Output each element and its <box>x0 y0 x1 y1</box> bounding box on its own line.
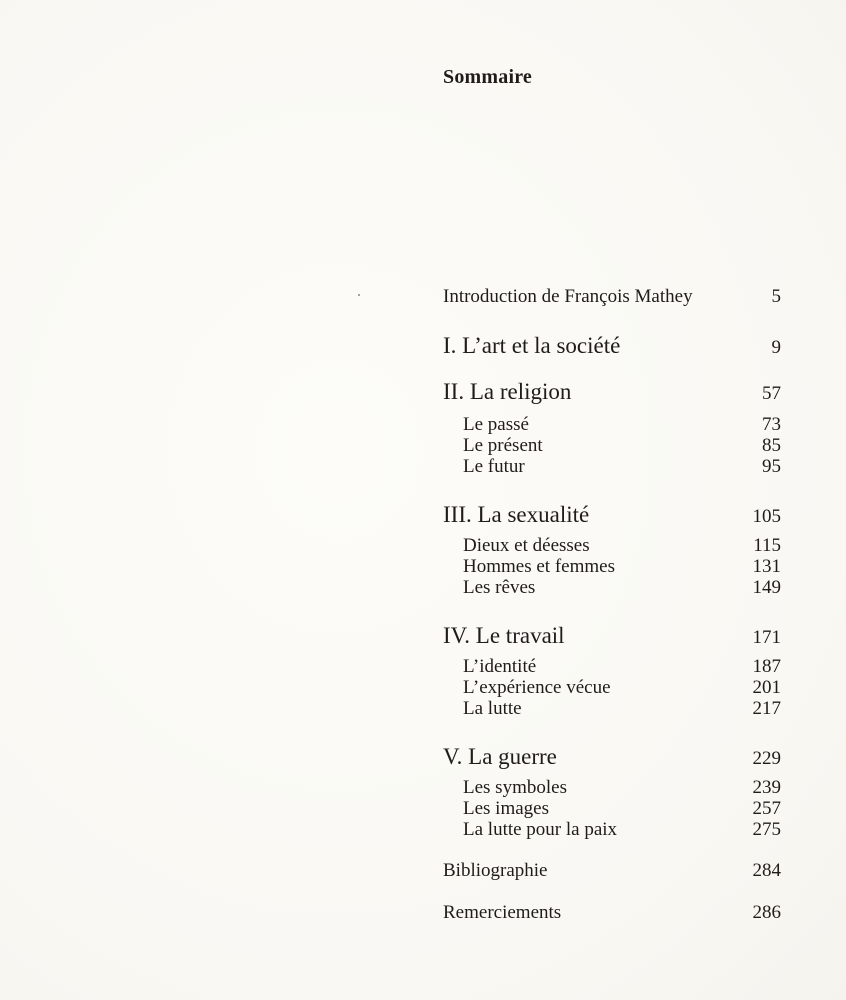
toc-section-label: L’expérience vécue <box>463 677 611 698</box>
toc-entry-label: Remerciements <box>443 902 562 923</box>
toc-page-number: 5 <box>771 286 781 307</box>
toc-chapter-label: I. L’art et la société <box>443 333 621 358</box>
toc-chapter-label: III. La sexualité <box>443 502 590 527</box>
toc-entry-bibliography <box>443 860 781 882</box>
toc-chapter-3 <box>443 502 781 528</box>
toc-entry-introduction <box>443 286 781 308</box>
toc-page-number: 131 <box>752 556 781 577</box>
toc-section <box>443 414 781 436</box>
toc-section-label: Le passé <box>463 414 529 435</box>
toc-page-number: 275 <box>752 819 781 840</box>
toc-page-number: 73 <box>762 414 781 435</box>
toc-page-number: 257 <box>752 798 781 819</box>
toc-page-number: 9 <box>771 337 781 358</box>
toc-section-label: Le futur <box>463 456 525 477</box>
page-title: Sommaire <box>443 66 532 88</box>
toc-section <box>443 777 781 799</box>
toc-chapter-4 <box>443 623 781 649</box>
toc-section-label: La lutte pour la paix <box>463 819 618 840</box>
toc-entry-label: Bibliographie <box>443 860 548 881</box>
toc-page-number: 105 <box>752 506 781 527</box>
toc-page-number: 229 <box>752 748 781 769</box>
toc-section-label: La lutte <box>463 698 522 719</box>
toc-page-number: 95 <box>762 456 781 477</box>
toc-section-label: Les rêves <box>463 577 536 598</box>
toc-section-label: Les symboles <box>463 777 567 798</box>
toc-page-number: 85 <box>762 435 781 456</box>
toc-section-label: Dieux et déesses <box>463 535 590 556</box>
toc-section <box>443 677 781 699</box>
toc-chapter-2 <box>443 379 781 405</box>
toc-section <box>443 698 781 720</box>
toc-section <box>443 819 781 841</box>
toc-page-number: 284 <box>752 860 781 881</box>
toc-section-label: L’identité <box>463 656 537 677</box>
toc-section <box>443 535 781 557</box>
toc-section-label: Le présent <box>463 435 543 456</box>
paper-speck <box>358 294 360 296</box>
toc-page-number: 171 <box>752 627 781 648</box>
table-of-contents <box>443 0 781 1000</box>
toc-section <box>443 456 781 478</box>
toc-section <box>443 556 781 578</box>
toc-page-number: 115 <box>753 535 781 556</box>
toc-page-number: 239 <box>752 777 781 798</box>
toc-page-number: 201 <box>752 677 781 698</box>
toc-entry-acknowledgements <box>443 902 781 924</box>
toc-page-number: 149 <box>752 577 781 598</box>
toc-chapter-5 <box>443 744 781 770</box>
toc-entry-label: Introduction de François Mathey <box>443 286 693 307</box>
toc-section <box>443 656 781 678</box>
toc-page-number: 286 <box>752 902 781 923</box>
toc-chapter-label: II. La religion <box>443 379 572 404</box>
toc-chapter-label: V. La guerre <box>443 744 557 769</box>
toc-page-number: 217 <box>752 698 781 719</box>
toc-section <box>443 577 781 599</box>
toc-section <box>443 435 781 457</box>
toc-page-number: 57 <box>762 383 781 404</box>
toc-chapter-label: IV. Le travail <box>443 623 565 648</box>
toc-section-label: Les images <box>463 798 550 819</box>
toc-chapter-1 <box>443 333 781 359</box>
toc-page-number: 187 <box>752 656 781 677</box>
toc-section <box>443 798 781 820</box>
toc-section-label: Hommes et femmes <box>463 556 615 577</box>
